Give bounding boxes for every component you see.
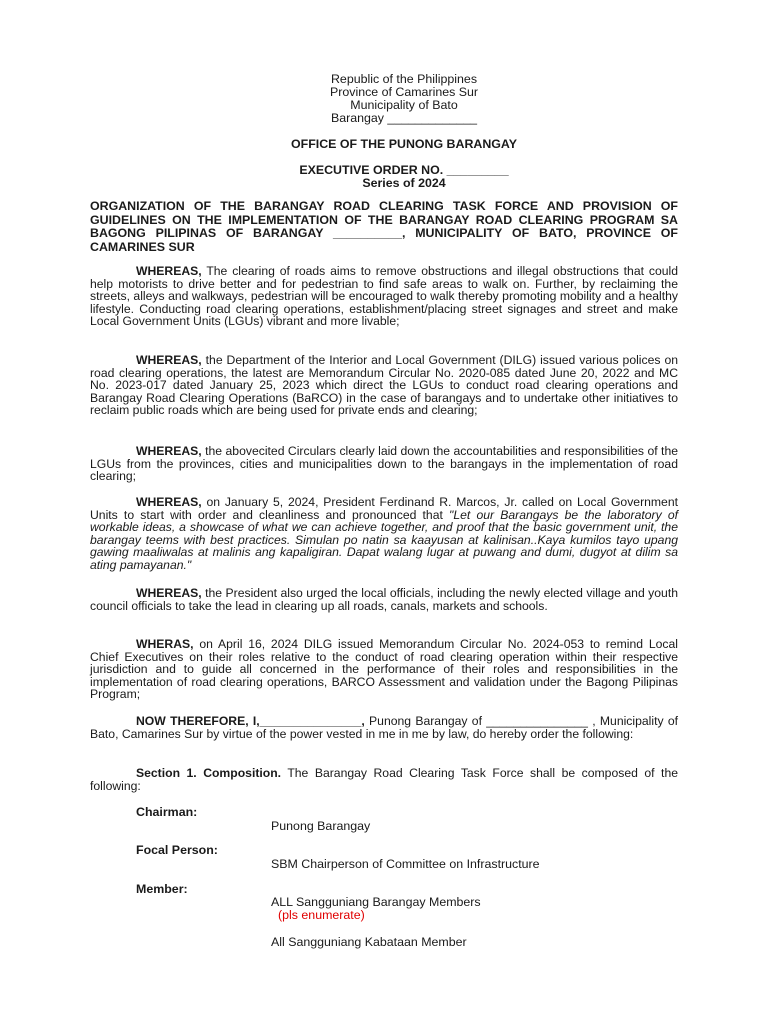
paragraph-lead: NOW THEREFORE, I,_______________,	[136, 714, 365, 728]
executive-order-number: EXECUTIVE ORDER NO. _________	[299, 163, 509, 177]
paragraph-text: The Barangay Road Clearing Task Force shall be composed of the following:	[90, 766, 679, 793]
header-barangay: Barangay _____________	[330, 111, 478, 125]
whereas-paragraph-2	[90, 354, 678, 417]
paragraph-text: on April 16, 2024 DILG issued Memorandum Circular No. 2024-053 to remind Local Chief Executives on their roles relative to the conduct of road clearing operation within their respective jurisdiction and to guide all concerned in the performance of their roles and responsibilities in the implementation of road clearing operations, BARCO Assessment and validation under the Bagong Pilipinas Program;	[90, 637, 678, 702]
whereas-paragraph-5	[90, 587, 678, 612]
office-heading: OFFICE OF THE PUNONG BARANGAY	[290, 137, 518, 151]
series-line: Series of 2024	[362, 176, 446, 190]
paragraph-text: Punong Barangay of _______________ , Municipality of Bato, Camarines Sur by virtue of the power vested in me in me by law, do hereby order the following:	[90, 714, 679, 741]
whereas-paragraph-3	[90, 445, 678, 483]
now-therefore-paragraph	[90, 715, 678, 740]
document-title: ORGANIZATION OF THE BARANGAY ROAD CLEARING TASK FORCE AND PROVISION OF GUIDELINES ON THE IMPLEMENTATION OF THE BARANGAY ROAD CLEARING PROGRAM SA BAGONG PILIPINAS OF BARANGAY __________, MUNICIPALITY OF BATO, PROVINCE OF CAMARINES SUR	[90, 199, 678, 254]
chairman-label: Chairman:	[136, 805, 198, 819]
focal-person-label: Focal Person:	[136, 843, 218, 857]
whereas-paragraph-6	[90, 638, 678, 701]
paragraph-lead: WHEREAS,	[136, 495, 202, 509]
whereas-paragraph-4	[90, 496, 678, 572]
member-label: Member:	[136, 882, 188, 896]
header-municipality: Municipality of Bato	[350, 98, 458, 112]
paragraph-lead: WHEREAS,	[136, 264, 202, 278]
paragraph-lead: Section 1. Composition.	[136, 766, 282, 780]
paragraph-lead: WHEREAS,	[136, 353, 202, 367]
paragraph-quote: "Let our Barangays be the laboratory of workable ideas, a showcase of what we can achieve together, and proof that the basic government unit, the barangay teems with best practices. Simulan po natin sa kaayusan at kalinisan..Kaya kumilos tayo upang gawing maaliwalas at malinis ang kapaligiran. Dapat walang lugar at puwang and dumi, dugyot at dilim sa ating pamayanan."	[90, 507, 678, 572]
section-1-paragraph	[90, 767, 678, 792]
paragraph-lead: WHEREAS,	[136, 586, 202, 600]
member-value-barangay: ALL Sangguniang Barangay Members	[271, 895, 481, 909]
paragraph-text: The clearing of roads aims to remove obstructions and illegal obstructions that could help motorists to drive better and for pedestrian to find safe areas to walk on. Further, by reclaiming the streets, alleys and walkways, pedestrian will be encouraged to walk thereby promoting mobility and a healthy lifestyle. Conducting road clearing operations, establishment/placing street signages and street and make Local Government Units (LGUs) vibrant and more livable;	[90, 264, 678, 329]
member-enumerate-note: (pls enumerate)	[278, 908, 365, 922]
paragraph-text: the Department of the Interior and Local Government (DILG) issued various polices on road clearing operations, the latest are Memorandum Circular No. 2020-085 dated June 20, 2022 and MC No. 2023-017 dated January 25, 2023 which direct the LGUs to conduct road clearing operations and Barangay Road Clearing Operations (BaRCO) in the case of barangays and to undertake other initiatives to reclaim public roads which are being used for private ends and clearing;	[90, 353, 678, 418]
whereas-paragraph-1	[90, 265, 678, 328]
paragraph-text: the abovecited Circulars clearly laid down the accountabilities and responsibilities of the LGUs from the provinces, cities and municipalities down to the barangays in the implementation of road clearing;	[90, 444, 678, 484]
focal-person-value: SBM Chairperson of Committee on Infrastructure	[271, 857, 540, 871]
paragraph-text: the President also urged the local officials, including the newly elected village and youth council officials to take the lead in clearing up all roads, canals, markets and schools.	[90, 586, 678, 613]
header-republic: Republic of the Philippines	[330, 72, 478, 86]
paragraph-text: on January 5, 2024, President Ferdinand R. Marcos, Jr. called on Local Government Units to start with order and cleanliness and pronounced that	[90, 495, 678, 522]
paragraph-lead: WHEREAS,	[136, 444, 202, 458]
chairman-value: Punong Barangay	[271, 819, 371, 833]
paragraph-lead: WHERAS,	[136, 637, 194, 651]
member-value-kabataan: All Sangguniang Kabataan Member	[271, 935, 467, 949]
header-province: Province of Camarines Sur	[329, 85, 479, 99]
